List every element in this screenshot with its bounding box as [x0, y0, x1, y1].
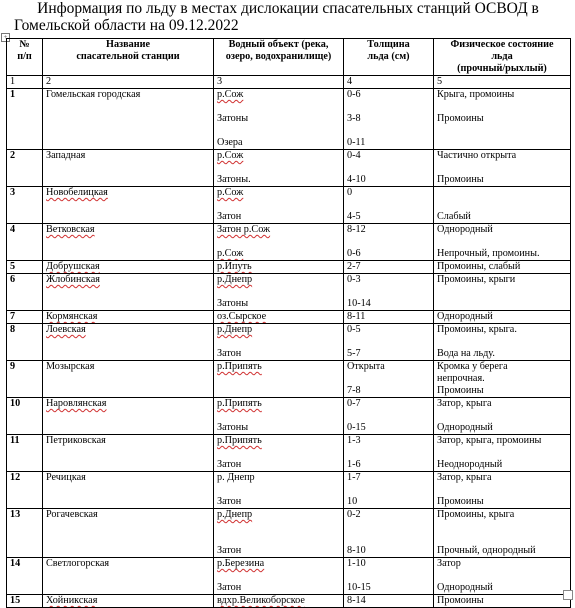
table-row: [7, 435, 571, 472]
ice-thickness: [344, 398, 434, 435]
water-body-line: [217, 236, 340, 248]
station-name: [43, 89, 214, 150]
row-number: 6: [7, 274, 43, 311]
table-move-handle-icon[interactable]: +: [1, 33, 10, 42]
station-name-text: Кормянская: [46, 311, 98, 322]
header-state: Физическое состояние льда (прочный/рыхлый): [434, 39, 571, 76]
ice-thickness: [344, 224, 434, 261]
table-header-row: [7, 39, 571, 76]
station-name: [43, 261, 214, 274]
station-name-text: Хойникская: [46, 595, 98, 606]
ice-thickness-line: 0-15: [347, 422, 366, 433]
station-name: [43, 324, 214, 361]
ice-state-line: Промоины: [437, 113, 484, 124]
water-body-line: [217, 324, 340, 336]
water-body-line: [217, 162, 340, 174]
ice-thickness-line: 10-15: [347, 582, 371, 593]
ice-thickness-line: [347, 533, 430, 545]
ice-state-line: [437, 162, 567, 174]
col-number-cell: 3: [214, 76, 344, 89]
water-body-line: [217, 361, 340, 373]
ice-state: [434, 150, 571, 187]
ice-thickness-line: 2-7: [347, 261, 361, 272]
row-number: 9: [7, 361, 43, 398]
ice-thickness-line: [347, 199, 430, 211]
ice-thickness: [344, 472, 434, 509]
row-number: 7: [7, 311, 43, 324]
station-name-text: Жлобинская: [46, 274, 100, 285]
ice-state-line: [437, 336, 567, 348]
ice-thickness-line: [347, 162, 430, 174]
water-body-line: [217, 521, 340, 533]
station-name-text: Рогачевская: [46, 509, 98, 520]
ice-state-line: [437, 137, 567, 149]
ice-state: [434, 261, 571, 274]
water-body-line: [217, 595, 340, 607]
ice-state: [434, 509, 571, 558]
water-body: [214, 509, 344, 558]
ice-state-line: Слабый: [437, 211, 471, 222]
station-name: [43, 509, 214, 558]
table-row: [7, 150, 571, 187]
water-body-line: р. Днепр: [217, 472, 255, 483]
water-body: [214, 89, 344, 150]
table-row: [7, 595, 571, 608]
station-name-text: Петриковская: [46, 435, 106, 446]
ice-thickness-line: 10: [347, 496, 358, 507]
station-name: [43, 595, 214, 608]
ice-state-line: [437, 298, 567, 310]
ice-thickness-line: [347, 521, 430, 533]
title-line-2: Гомельской области на 09.12.2022: [14, 16, 239, 34]
header-num: № п/п: [7, 39, 43, 76]
ice-thickness: [344, 595, 434, 608]
water-body-text: р.Сож: [217, 248, 244, 259]
header-water-body: Водный объект (река, озеро, водохранилище): [214, 39, 344, 76]
table-row: [7, 398, 571, 435]
water-body-line: [217, 150, 340, 162]
ice-thickness: [344, 509, 434, 558]
ice-thickness-line: 7-8: [347, 385, 361, 396]
water-body: [214, 311, 344, 324]
ice-state-line: Промоины, крыги: [437, 274, 516, 285]
water-body-text: Затон р.Сож: [217, 224, 271, 235]
ice-state-line: [437, 521, 567, 533]
ice-state-line: Неоднородный: [437, 459, 503, 470]
water-body-text: р.Припять: [217, 361, 262, 372]
ice-state: [434, 274, 571, 311]
ice-state-line: [437, 286, 567, 298]
water-body: [214, 435, 344, 472]
station-name-text: Новобелицкая: [46, 187, 108, 198]
row-number: 10: [7, 398, 43, 435]
ice-thickness: [344, 89, 434, 150]
ice-thickness: [344, 558, 434, 595]
column-number-row: [7, 76, 571, 89]
water-body-text: оз.Сырское: [217, 311, 267, 322]
ice-info-table: [6, 38, 571, 608]
ice-thickness-line: [347, 410, 430, 422]
ice-thickness: [344, 311, 434, 324]
water-body-line: [217, 125, 340, 137]
ice-state-line: Промоины, крыга.: [437, 324, 517, 335]
water-body: [214, 595, 344, 608]
water-body-text: р.Ипуть: [217, 261, 252, 272]
ice-thickness-line: 0-4: [347, 150, 361, 161]
water-body-text: р.Днепр: [217, 509, 253, 520]
table-row: [7, 509, 571, 558]
col-number-cell: 5: [434, 76, 571, 89]
station-name: [43, 224, 214, 261]
ice-state-line: Однородный: [437, 582, 493, 593]
ice-thickness-line: 8-10: [347, 545, 366, 556]
ice-state-line: Промоины, слабый: [437, 261, 521, 272]
station-name-text: Западная: [46, 150, 86, 161]
water-body-text: р.Припять: [217, 398, 262, 409]
table-row: [7, 361, 571, 398]
ice-state-line: [437, 101, 567, 113]
water-body-text: р.Сож: [217, 89, 244, 100]
water-body-text: р.Днепр: [217, 324, 253, 335]
water-body-line: [217, 398, 340, 410]
ice-state: [434, 398, 571, 435]
station-name: [43, 274, 214, 311]
water-body-line: [217, 385, 340, 397]
water-body: [214, 324, 344, 361]
ice-thickness: [344, 261, 434, 274]
ice-thickness-line: [347, 570, 430, 582]
water-body: [214, 558, 344, 595]
water-body-line: [217, 484, 340, 496]
ice-state-line: [437, 410, 567, 422]
ice-state: [434, 435, 571, 472]
water-body-line: [217, 286, 340, 298]
water-body-line: [217, 248, 340, 260]
ice-state-line: непрочная.: [437, 373, 485, 384]
ice-state-line: Промоины: [437, 174, 484, 185]
ice-thickness-line: 0: [347, 187, 353, 198]
station-name: [43, 361, 214, 398]
ice-thickness-line: 8-12: [347, 224, 366, 235]
ice-state-line: Промоины: [437, 595, 484, 606]
col-number-cell: 1: [7, 76, 43, 89]
water-body: [214, 398, 344, 435]
station-name: [43, 187, 214, 224]
ice-state-line: Промоины, крыга: [437, 509, 515, 520]
water-body-line: [217, 199, 340, 211]
water-body-line: [217, 509, 340, 521]
water-body-line: [217, 570, 340, 582]
water-body-line: [217, 410, 340, 422]
row-number: 2: [7, 150, 43, 187]
row-number: 1: [7, 89, 43, 150]
row-number: 8: [7, 324, 43, 361]
station-name: [43, 311, 214, 324]
station-name-text: Добрушская: [46, 261, 100, 272]
ice-thickness-line: 5-7: [347, 348, 361, 359]
water-body-line: [217, 187, 340, 199]
ice-state-line: Затор, крыга: [437, 398, 492, 409]
table-row: [7, 472, 571, 509]
ice-thickness-line: 8-11: [347, 311, 366, 322]
water-body: [214, 472, 344, 509]
table-row: [7, 261, 571, 274]
ice-thickness-line: [347, 484, 430, 496]
header-station: Название спасательной станции: [43, 39, 214, 76]
col-number-cell: 2: [43, 76, 214, 89]
table-row: [7, 89, 571, 150]
water-body-line: Затон: [217, 459, 242, 470]
row-number: 13: [7, 509, 43, 558]
water-body: [214, 224, 344, 261]
ice-thickness: [344, 435, 434, 472]
ice-thickness: [344, 187, 434, 224]
station-name: [43, 398, 214, 435]
water-body-line: Затон: [217, 348, 242, 359]
ice-state: [434, 361, 571, 398]
ice-state-line: Затор, крыга, промоины: [437, 435, 542, 446]
water-body-line: [217, 89, 340, 101]
ice-thickness: [344, 361, 434, 398]
water-body-line: Затон: [217, 211, 242, 222]
water-body-line: Затон: [217, 545, 242, 556]
water-body-line: [217, 274, 340, 286]
ice-state-line: Однородный: [437, 224, 493, 235]
ice-state-line: Затор, крыга: [437, 472, 492, 483]
ice-thickness-line: [347, 447, 430, 459]
water-body-text: р.Сож: [217, 187, 244, 198]
ice-state-line: [437, 447, 567, 459]
station-name-text: Речицкая: [46, 472, 86, 483]
ice-state-line: Частично открыта: [437, 150, 517, 161]
water-body-line: Затоны.: [217, 174, 251, 185]
table-row: [7, 558, 571, 595]
table-row: [7, 224, 571, 261]
ice-state-line: Однородный: [437, 311, 493, 322]
station-name-text: Ветковская: [46, 224, 95, 235]
ice-thickness: [344, 150, 434, 187]
water-body-line: [217, 311, 340, 323]
table-row: [7, 311, 571, 324]
row-number: 14: [7, 558, 43, 595]
ice-state-line: Затор: [437, 558, 461, 569]
water-body-text: р.Припять: [217, 435, 262, 446]
ice-state-line: [437, 199, 567, 211]
ice-state: [434, 472, 571, 509]
row-number: 11: [7, 435, 43, 472]
document-title: [14, 1, 562, 34]
ice-state: [434, 324, 571, 361]
ice-state: [434, 187, 571, 224]
ice-thickness-line: [347, 336, 430, 348]
station-name-text: Светлогорская: [46, 558, 110, 569]
row-number: 3: [7, 187, 43, 224]
water-body: [214, 261, 344, 274]
ice-thickness: [344, 274, 434, 311]
ice-thickness-line: 0-3: [347, 274, 361, 285]
water-body-line: Затоны: [217, 113, 249, 124]
ice-thickness-line: 0-11: [347, 137, 366, 148]
table-row: [7, 187, 571, 224]
station-name: [43, 472, 214, 509]
ice-state: [434, 89, 571, 150]
ice-thickness-line: [347, 101, 430, 113]
ice-thickness-line: [347, 125, 430, 137]
water-body-text: вдхр.Великоборское: [217, 595, 305, 606]
ice-thickness-line: [347, 236, 430, 248]
water-body-line: [217, 224, 340, 236]
ice-state-line: Непрочный, промоины.: [437, 248, 540, 259]
water-body-line: [217, 533, 340, 545]
ice-thickness-line: 0-7: [347, 398, 361, 409]
ice-state-line: Промоины: [437, 385, 484, 396]
water-body: [214, 187, 344, 224]
water-body-text: р.Сож: [217, 150, 244, 161]
ice-thickness-line: 3-8: [347, 113, 361, 124]
ice-thickness-line: 1-7: [347, 472, 361, 483]
water-body-line: Затон: [217, 496, 242, 507]
ice-thickness-line: 0-6: [347, 89, 361, 100]
ice-thickness-line: 1-10: [347, 558, 366, 569]
ice-state-line: [437, 484, 567, 496]
water-body-line: Озера: [217, 137, 243, 148]
station-name: [43, 558, 214, 595]
ice-state-line: [437, 236, 567, 248]
water-body-line: [217, 373, 340, 385]
ice-thickness-line: [347, 286, 430, 298]
water-body: [214, 150, 344, 187]
ice-state-line: Однородный: [437, 422, 493, 433]
row-number: 12: [7, 472, 43, 509]
ice-state: [434, 224, 571, 261]
ice-state-line: [437, 533, 567, 545]
row-number: 5: [7, 261, 43, 274]
table-row: [7, 274, 571, 311]
station-name-text: Лоевская: [46, 324, 86, 335]
water-body-line: [217, 447, 340, 459]
water-body-line: Затоны: [217, 422, 249, 433]
ice-thickness-line: 4-5: [347, 211, 361, 222]
ice-thickness-line: 0-5: [347, 324, 361, 335]
water-body-text: р.Березина: [217, 558, 265, 569]
ice-state-line: Промоины: [437, 496, 484, 507]
title-line-1: Информация по льду в местах дислокации спасательных станций ОСВОД в: [37, 0, 539, 17]
ice-state: [434, 558, 571, 595]
ice-thickness-line: [347, 373, 430, 385]
water-body-line: [217, 558, 340, 570]
ice-thickness-line: 10-14: [347, 298, 371, 309]
header-thickness: Толщина льда (см): [344, 39, 434, 76]
ice-thickness-line: 0-6: [347, 248, 361, 259]
water-body: [214, 361, 344, 398]
water-body-line: Затон: [217, 582, 242, 593]
station-name-text: Мозырская: [46, 361, 95, 372]
water-body-line: [217, 435, 340, 447]
ice-state-line: Крыга, промоины: [437, 89, 515, 100]
ice-thickness-line: 4-10: [347, 174, 366, 185]
ice-state-line: Кромка у берега: [437, 361, 508, 372]
ice-state-line: Вода на льду.: [437, 348, 495, 359]
ice-state-line: Прочный, однородный: [437, 545, 536, 556]
ice-thickness-line: 1-3: [347, 435, 361, 446]
ice-thickness-line: 1-6: [347, 459, 361, 470]
table-row: [7, 324, 571, 361]
station-name-text: Наровлянская: [46, 398, 107, 409]
ice-state-line: [437, 125, 567, 137]
water-body-line: [217, 101, 340, 113]
ice-state-line: [437, 187, 567, 199]
ice-thickness-line: Открыта: [347, 361, 385, 372]
ice-state-line: [437, 570, 567, 582]
ice-state: [434, 311, 571, 324]
station-name: [43, 435, 214, 472]
water-body-line: [217, 336, 340, 348]
ice-state: [434, 595, 571, 608]
station-name: [43, 150, 214, 187]
col-number-cell: 4: [344, 76, 434, 89]
ice-thickness: [344, 324, 434, 361]
water-body-line: Затоны: [217, 298, 249, 309]
station-name-text: Гомельская городская: [46, 89, 141, 100]
resize-handle-icon[interactable]: [563, 590, 573, 600]
ice-thickness-line: 0-2: [347, 509, 361, 520]
water-body: [214, 274, 344, 311]
water-body-text: р.Днепр: [217, 274, 253, 285]
row-number: 15: [7, 595, 43, 608]
ice-thickness-line: 8-14: [347, 595, 366, 606]
row-number: 4: [7, 224, 43, 261]
water-body-line: [217, 261, 340, 273]
